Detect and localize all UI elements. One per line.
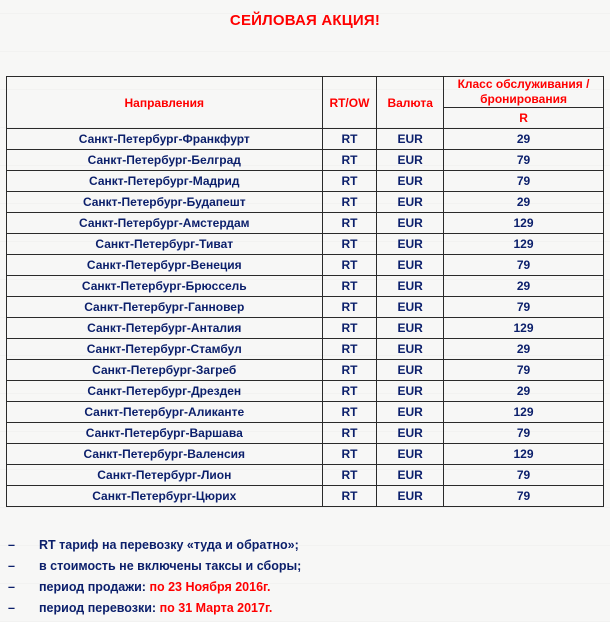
table-row (7, 192, 604, 213)
header-class-code: R (444, 108, 604, 129)
currency-cell: EUR (377, 486, 444, 507)
currency-cell: EUR (377, 192, 444, 213)
rt-ow-cell: RT (322, 213, 377, 234)
rt-ow-cell: RT (322, 339, 377, 360)
table-row (7, 339, 604, 360)
fare-price-cell: 79 (444, 171, 604, 192)
fares-table (6, 76, 604, 507)
table-row (7, 318, 604, 339)
fare-price-cell: 129 (444, 318, 604, 339)
note-bullet: – (8, 538, 15, 552)
rt-ow-cell: RT (322, 255, 377, 276)
fares-table-body (7, 129, 604, 507)
rt-ow-cell: RT (322, 381, 377, 402)
note-item (8, 535, 598, 556)
route-cell: Санкт-Петербург-Тиват (7, 234, 323, 255)
table-row (7, 297, 604, 318)
route-cell: Санкт-Петербург-Лион (7, 465, 323, 486)
currency-cell: EUR (377, 465, 444, 486)
rt-ow-cell: RT (322, 402, 377, 423)
note-item (8, 577, 598, 598)
currency-cell: EUR (377, 276, 444, 297)
fare-price-cell: 79 (444, 465, 604, 486)
rt-ow-cell: RT (322, 234, 377, 255)
currency-cell: EUR (377, 129, 444, 150)
fare-price-cell: 79 (444, 255, 604, 276)
currency-cell: EUR (377, 171, 444, 192)
currency-cell: EUR (377, 360, 444, 381)
header-direction: Направления (7, 77, 323, 129)
note-bullet: – (8, 559, 15, 573)
route-cell: Санкт-Петербург-Валенсия (7, 444, 323, 465)
currency-cell: EUR (377, 444, 444, 465)
fare-price-cell: 129 (444, 402, 604, 423)
table-row (7, 213, 604, 234)
route-cell: Санкт-Петербург-Амстердам (7, 213, 323, 234)
note-bullet: – (8, 580, 15, 594)
fare-price-cell: 79 (444, 486, 604, 507)
page-title: СЕЙЛОВАЯ АКЦИЯ! (229, 12, 381, 29)
rt-ow-cell: RT (322, 318, 377, 339)
note-item (8, 556, 598, 577)
table-row (7, 465, 604, 486)
currency-cell: EUR (377, 255, 444, 276)
fare-price-cell: 129 (444, 444, 604, 465)
route-cell: Санкт-Петербург-Мадрид (7, 171, 323, 192)
fare-price-cell: 29 (444, 381, 604, 402)
rt-ow-cell: RT (322, 423, 377, 444)
note-text: в стоимость не включены таксы и сборы; (39, 559, 302, 573)
route-cell: Санкт-Петербург-Брюссель (7, 276, 323, 297)
table-row (7, 255, 604, 276)
route-cell: Санкт-Петербург-Загреб (7, 360, 323, 381)
currency-cell: EUR (377, 423, 444, 444)
route-cell: Санкт-Петербург-Венеция (7, 255, 323, 276)
fare-price-cell: 29 (444, 339, 604, 360)
rt-ow-cell: RT (322, 171, 377, 192)
route-cell: Санкт-Петербург-Будапешт (7, 192, 323, 213)
fare-price-cell: 29 (444, 276, 604, 297)
header-currency: Валюта (377, 77, 444, 129)
rt-ow-cell: RT (322, 444, 377, 465)
table-row (7, 381, 604, 402)
currency-cell: EUR (377, 381, 444, 402)
note-highlight: по 31 Марта 2017г. (159, 601, 273, 615)
route-cell: Санкт-Петербург-Анталия (7, 318, 323, 339)
currency-cell: EUR (377, 318, 444, 339)
fare-price-cell: 79 (444, 423, 604, 444)
currency-cell: EUR (377, 234, 444, 255)
table-row (7, 444, 604, 465)
header-service-class: Класс обслуживания / бронирования (444, 77, 604, 108)
currency-cell: EUR (377, 150, 444, 171)
rt-ow-cell: RT (322, 129, 377, 150)
rt-ow-cell: RT (322, 150, 377, 171)
fare-price-cell: 29 (444, 129, 604, 150)
note-bullet: – (8, 601, 15, 615)
route-cell: Санкт-Петербург-Дрезден (7, 381, 323, 402)
rt-ow-cell: RT (322, 297, 377, 318)
route-cell: Санкт-Петербург-Стамбул (7, 339, 323, 360)
fare-price-cell: 129 (444, 213, 604, 234)
currency-cell: EUR (377, 213, 444, 234)
fare-price-cell: 29 (444, 192, 604, 213)
rt-ow-cell: RT (322, 276, 377, 297)
table-row (7, 150, 604, 171)
route-cell: Санкт-Петербург-Варшава (7, 423, 323, 444)
route-cell: Санкт-Петербург-Ганновер (7, 297, 323, 318)
table-row (7, 423, 604, 444)
note-text: период перевозки: (39, 601, 160, 615)
table-row (7, 276, 604, 297)
header-rt-ow: RT/OW (322, 77, 377, 129)
notes-list (8, 535, 598, 619)
table-row (7, 486, 604, 507)
rt-ow-cell: RT (322, 192, 377, 213)
note-text: период продажи: (39, 580, 150, 594)
table-row (7, 171, 604, 192)
table-row (7, 234, 604, 255)
table-header-row (7, 77, 604, 108)
currency-cell: EUR (377, 339, 444, 360)
currency-cell: EUR (377, 402, 444, 423)
route-cell: Санкт-Петербург-Белград (7, 150, 323, 171)
table-row (7, 360, 604, 381)
note-item (8, 598, 598, 619)
table-row (7, 129, 604, 150)
fare-price-cell: 79 (444, 360, 604, 381)
route-cell: Санкт-Петербург-Франкфурт (7, 129, 323, 150)
fare-price-cell: 79 (444, 297, 604, 318)
rt-ow-cell: RT (322, 486, 377, 507)
note-highlight: по 23 Ноября 2016г. (149, 580, 271, 594)
route-cell: Санкт-Петербург-Аликанте (7, 402, 323, 423)
note-text: RT тариф на перевозку «туда и обратно»; (39, 538, 299, 552)
table-row (7, 402, 604, 423)
route-cell: Санкт-Петербург-Цюрих (7, 486, 323, 507)
fare-price-cell: 79 (444, 150, 604, 171)
fare-price-cell: 129 (444, 234, 604, 255)
rt-ow-cell: RT (322, 360, 377, 381)
currency-cell: EUR (377, 297, 444, 318)
rt-ow-cell: RT (322, 465, 377, 486)
